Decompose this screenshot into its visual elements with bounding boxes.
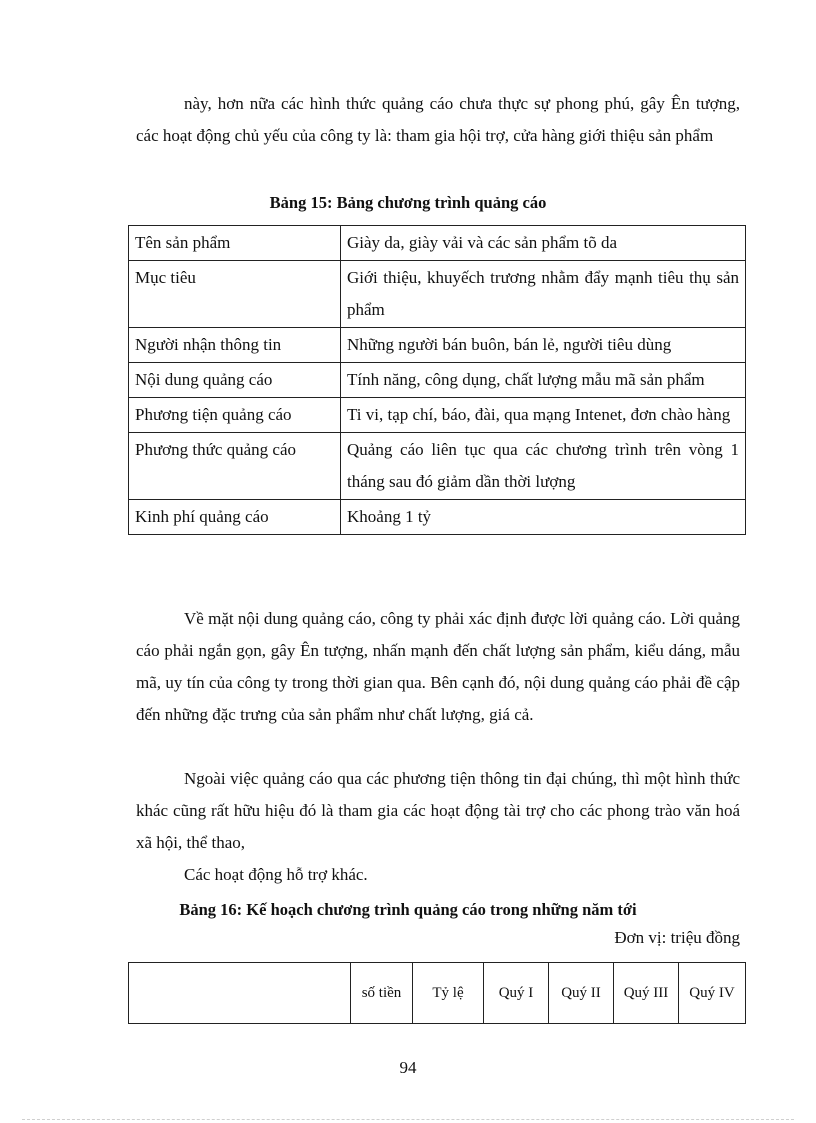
content-paragraph: Về mặt nội dung quảng cáo, công ty phải xác định được lời quảng cáo. Lời quảng cáo phải ngắn gọn, gây Ên tượng, nhấn mạnh đến chất lượng sản phẩm, kiểu dáng, mẫu mã, uy tín của công ty trong thời gian qua. Bên cạnh đó, nội dung quảng cáo phải đề cập đến những đặc trưng của sản phẩm như chất lượng, giá cả.: [136, 609, 740, 724]
table-cell-label: Nội dung quảng cáo: [129, 363, 341, 398]
table-cell-label: Kinh phí quảng cáo: [129, 500, 341, 535]
unit-label: Đơn vị: triệu đồng: [614, 928, 740, 947]
table-header-row: [129, 963, 746, 1024]
table-row: [129, 261, 746, 328]
table-cell-value: Giày da, giày vải và các sản phẩm tõ da: [341, 226, 746, 261]
other-activities-paragraph: Các hoạt động hỗ trợ khác.: [184, 865, 368, 884]
table-cell-label: Phương thức quảng cáo: [129, 433, 341, 500]
intro-paragraph: này, hơn nữa các hình thức quảng cáo chưa thực sự phong phú, gây Ên tượng, các hoạt động chủ yếu của công ty là: tham gia hội trợ, cửa hàng giới thiệu sản phẩm: [136, 94, 741, 145]
table-row: [129, 226, 746, 261]
table-cell-value: Giới thiệu, khuyếch trương nhằm đẩy mạnh tiêu thụ sản phẩm: [341, 261, 746, 328]
table16: [128, 962, 746, 1024]
table-header-cell: Quý III: [614, 963, 679, 1024]
table-cell-value: Khoảng 1 tỷ: [341, 500, 746, 535]
table-cell-label: Tên sản phẩm: [129, 226, 341, 261]
table-header-cell: Quý II: [549, 963, 614, 1024]
table-cell-value: Tính năng, công dụng, chất lượng mẫu mã sản phẩm: [341, 363, 746, 398]
table-cell-label: Mục tiêu: [129, 261, 341, 328]
page-bottom-rule: [22, 1119, 794, 1120]
table-header-cell: Quý I: [484, 963, 549, 1024]
table16-caption: Bảng 16: Kế hoạch chương trình quảng cáo trong những năm tới: [179, 900, 637, 919]
table15: [128, 225, 746, 535]
table-row: [129, 398, 746, 433]
table-cell-value: Những người bán buôn, bán lẻ, người tiêu dùng: [341, 328, 746, 363]
table-row: [129, 328, 746, 363]
table-cell-value: Quảng cáo liên tục qua các chương trình trên vòng 1 tháng sau đó giảm dần thời lượng: [341, 433, 746, 500]
table-cell-label: Người nhận thông tin: [129, 328, 341, 363]
table-row: [129, 500, 746, 535]
page-number: 94: [399, 1058, 417, 1077]
table-header-cell: số tiền: [351, 963, 413, 1024]
table-row: [129, 363, 746, 398]
table-cell-label: Phương tiện quảng cáo: [129, 398, 341, 433]
sponsorship-paragraph: Ngoài việc quảng cáo qua các phương tiện thông tin đại chúng, thì một hình thức khác cũng rất hữu hiệu đó là tham gia các hoạt động tài trợ cho các phong trào văn hoá xã hội, thể thao,: [136, 769, 740, 852]
table-cell-value: Ti vi, tạp chí, báo, đài, qua mạng Intenet, đơn chào hàng: [341, 398, 746, 433]
table15-caption: Bảng 15: Bảng chương trình quảng cáo: [269, 193, 547, 212]
table-header-cell: Quý IV: [679, 963, 746, 1024]
table-header-cell: [129, 963, 351, 1024]
table-row: [129, 433, 746, 500]
table-header-cell: Tỷ lệ: [413, 963, 484, 1024]
